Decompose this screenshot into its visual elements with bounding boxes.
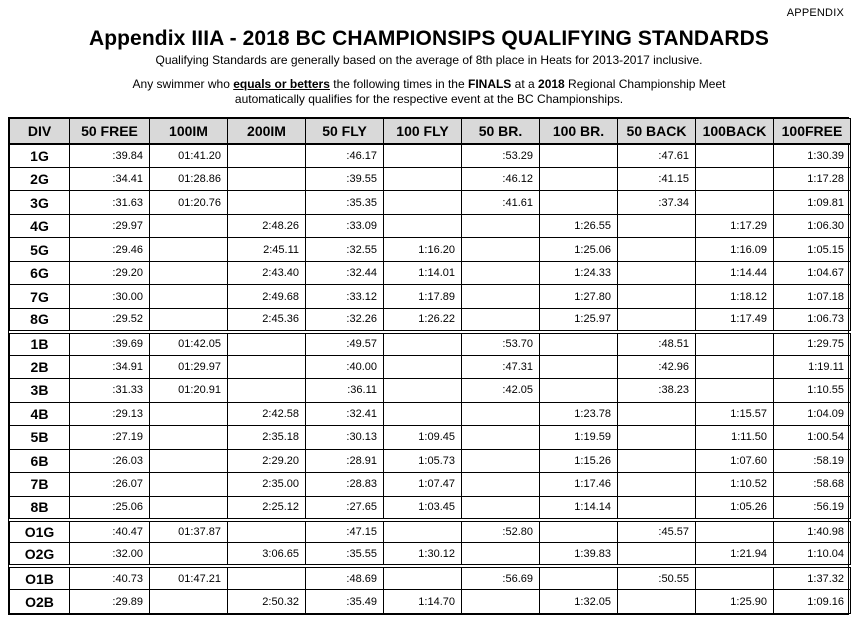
time-cell	[150, 496, 228, 519]
time-cell: 2:50.32	[228, 590, 306, 614]
time-cell	[696, 520, 774, 543]
column-header: 100 BR.	[540, 119, 618, 145]
time-cell: 1:09.81	[774, 191, 851, 214]
note-year: 2018	[538, 77, 565, 91]
time-cell: :46.12	[462, 167, 540, 190]
time-cell: :58.19	[774, 449, 851, 472]
note-finals: FINALS	[467, 77, 512, 91]
time-cell: :30.13	[306, 426, 384, 449]
time-cell: 01:20.76	[150, 191, 228, 214]
table-row	[10, 285, 851, 308]
table-row	[10, 473, 851, 496]
time-cell	[462, 426, 540, 449]
time-cell: :56.19	[774, 496, 851, 519]
time-cell: 1:16.20	[384, 238, 462, 261]
time-cell	[618, 543, 696, 566]
column-header: 50 FREE	[70, 119, 150, 145]
table-row	[10, 496, 851, 519]
time-cell: 1:25.90	[696, 590, 774, 614]
time-cell: :48.51	[618, 332, 696, 355]
time-cell	[696, 144, 774, 167]
table-header	[10, 119, 851, 145]
time-cell: 1:18.12	[696, 285, 774, 308]
column-header: DIV	[10, 119, 70, 145]
table-row	[10, 426, 851, 449]
division-cell: 2G	[10, 167, 70, 190]
time-cell: 1:40.98	[774, 520, 851, 543]
time-cell: :29.89	[70, 590, 150, 614]
time-cell: 1:32.05	[540, 590, 618, 614]
division-cell: 6G	[10, 261, 70, 284]
time-cell: :29.97	[70, 214, 150, 237]
time-cell: :32.41	[306, 402, 384, 425]
time-cell	[150, 449, 228, 472]
time-cell: 1:39.83	[540, 543, 618, 566]
time-cell	[150, 285, 228, 308]
standards-table	[9, 118, 851, 614]
division-cell: 7B	[10, 473, 70, 496]
appendix-tag: APPENDIX	[786, 7, 844, 19]
division-cell: 6B	[10, 449, 70, 472]
time-cell: 1:23.78	[540, 402, 618, 425]
time-cell	[228, 167, 306, 190]
table-row	[10, 355, 851, 378]
time-cell: 1:16.09	[696, 238, 774, 261]
time-cell: :48.69	[306, 566, 384, 589]
time-cell: :28.91	[306, 449, 384, 472]
time-cell: :49.57	[306, 332, 384, 355]
time-cell	[462, 261, 540, 284]
time-cell	[462, 590, 540, 614]
time-cell: :27.65	[306, 496, 384, 519]
time-cell	[618, 308, 696, 331]
page-subtitle: Qualifying Standards are generally based on the average of 8th place in Heats for 2013-2017 inclusive.	[155, 53, 703, 67]
time-cell: 1:30.39	[774, 144, 851, 167]
note-line-1	[0, 77, 858, 92]
division-cell: 2B	[10, 355, 70, 378]
time-cell: 1:14.70	[384, 590, 462, 614]
time-cell: 1:07.60	[696, 449, 774, 472]
time-cell: 2:42.58	[228, 402, 306, 425]
division-cell: 4B	[10, 402, 70, 425]
division-cell: 5G	[10, 238, 70, 261]
time-cell	[228, 520, 306, 543]
time-cell	[618, 261, 696, 284]
time-cell: 1:07.18	[774, 285, 851, 308]
time-cell	[150, 238, 228, 261]
time-cell: :29.52	[70, 308, 150, 331]
table-row	[10, 191, 851, 214]
division-cell: O2B	[10, 590, 70, 614]
time-cell	[618, 402, 696, 425]
time-cell: 01:37.87	[150, 520, 228, 543]
division-cell: 5B	[10, 426, 70, 449]
table-row	[10, 566, 851, 589]
time-cell	[384, 214, 462, 237]
time-cell: :45.57	[618, 520, 696, 543]
time-cell: 1:17.29	[696, 214, 774, 237]
time-cell	[150, 308, 228, 331]
table-row	[10, 590, 851, 614]
time-cell	[384, 379, 462, 402]
table-row	[10, 543, 851, 566]
table-row	[10, 144, 851, 167]
time-cell	[150, 402, 228, 425]
time-cell: :35.49	[306, 590, 384, 614]
time-cell: :31.33	[70, 379, 150, 402]
time-cell: 01:41.20	[150, 144, 228, 167]
time-cell: :38.23	[618, 379, 696, 402]
time-cell	[540, 167, 618, 190]
time-cell	[384, 167, 462, 190]
time-cell: :42.05	[462, 379, 540, 402]
time-cell: 1:14.01	[384, 261, 462, 284]
time-cell	[384, 566, 462, 589]
note-text-4: Regional Championship Meet	[564, 77, 726, 91]
time-cell: 2:43.40	[228, 261, 306, 284]
time-cell: :47.31	[462, 355, 540, 378]
division-cell: O1G	[10, 520, 70, 543]
time-cell: 1:00.54	[774, 426, 851, 449]
time-cell	[384, 144, 462, 167]
note-line-2: automatically qualifies for the respective event at the BC Championships.	[234, 92, 624, 106]
time-cell: :40.73	[70, 566, 150, 589]
time-cell: :32.44	[306, 261, 384, 284]
time-cell: :32.55	[306, 238, 384, 261]
table-row	[10, 379, 851, 402]
time-cell	[462, 214, 540, 237]
time-cell: :40.00	[306, 355, 384, 378]
time-cell: :34.41	[70, 167, 150, 190]
time-cell	[384, 191, 462, 214]
time-cell: 1:11.50	[696, 426, 774, 449]
time-cell: 1:17.28	[774, 167, 851, 190]
time-cell: :34.91	[70, 355, 150, 378]
time-cell	[228, 144, 306, 167]
division-cell: 1B	[10, 332, 70, 355]
time-cell: 01:28.86	[150, 167, 228, 190]
time-cell: :50.55	[618, 566, 696, 589]
time-cell	[540, 332, 618, 355]
table-row	[10, 261, 851, 284]
time-cell: :56.69	[462, 566, 540, 589]
time-cell: :36.11	[306, 379, 384, 402]
time-cell	[618, 214, 696, 237]
time-cell: :33.12	[306, 285, 384, 308]
time-cell: 1:05.15	[774, 238, 851, 261]
time-cell	[228, 191, 306, 214]
division-cell: 8B	[10, 496, 70, 519]
time-cell: :37.34	[618, 191, 696, 214]
time-cell: 1:29.75	[774, 332, 851, 355]
time-cell: :33.09	[306, 214, 384, 237]
time-cell	[150, 214, 228, 237]
time-cell: 1:15.26	[540, 449, 618, 472]
division-cell: 8G	[10, 308, 70, 331]
time-cell: 2:35.18	[228, 426, 306, 449]
time-cell: 1:03.45	[384, 496, 462, 519]
time-cell: 1:04.09	[774, 402, 851, 425]
time-cell	[150, 261, 228, 284]
time-cell: 1:30.12	[384, 543, 462, 566]
time-cell	[540, 355, 618, 378]
time-cell: 1:26.22	[384, 308, 462, 331]
time-cell	[540, 379, 618, 402]
note-text-2: the following times in the	[329, 77, 468, 91]
time-cell	[384, 355, 462, 378]
column-header: 100BACK	[696, 119, 774, 145]
header-row	[10, 119, 851, 145]
division-cell: 3G	[10, 191, 70, 214]
table-body	[10, 144, 851, 614]
time-cell: :46.17	[306, 144, 384, 167]
time-cell	[618, 238, 696, 261]
time-cell	[384, 402, 462, 425]
time-cell: :28.83	[306, 473, 384, 496]
time-cell: :29.20	[70, 261, 150, 284]
time-cell	[618, 426, 696, 449]
table-row	[10, 238, 851, 261]
time-cell: 1:37.32	[774, 566, 851, 589]
time-cell	[462, 496, 540, 519]
time-cell	[618, 496, 696, 519]
time-cell: 1:27.80	[540, 285, 618, 308]
time-cell: 1:26.55	[540, 214, 618, 237]
time-cell	[696, 191, 774, 214]
time-cell: :39.55	[306, 167, 384, 190]
time-cell: :39.84	[70, 144, 150, 167]
time-cell: :58.68	[774, 473, 851, 496]
page-title: Appendix IIIA - 2018 BC CHAMPIONSIPS QUALIFYING STANDARDS	[88, 27, 770, 50]
column-header: 50 FLY	[306, 119, 384, 145]
time-cell: :53.70	[462, 332, 540, 355]
time-cell: 1:14.44	[696, 261, 774, 284]
time-cell	[696, 566, 774, 589]
time-cell: 1:07.47	[384, 473, 462, 496]
time-cell: :31.63	[70, 191, 150, 214]
time-cell: 1:17.49	[696, 308, 774, 331]
time-cell	[462, 449, 540, 472]
time-cell: 1:06.30	[774, 214, 851, 237]
time-cell: 1:05.73	[384, 449, 462, 472]
time-cell	[150, 473, 228, 496]
time-cell: :26.07	[70, 473, 150, 496]
time-cell	[228, 355, 306, 378]
time-cell: :42.96	[618, 355, 696, 378]
time-cell	[540, 191, 618, 214]
table-row	[10, 332, 851, 355]
time-cell	[150, 590, 228, 614]
time-cell	[540, 144, 618, 167]
time-cell: 2:48.26	[228, 214, 306, 237]
time-cell	[618, 285, 696, 308]
table-row	[10, 520, 851, 543]
time-cell: 1:17.46	[540, 473, 618, 496]
column-header: 200IM	[228, 119, 306, 145]
table-row	[10, 402, 851, 425]
column-header: 100FREE	[774, 119, 851, 145]
time-cell: 1:25.06	[540, 238, 618, 261]
time-cell	[150, 426, 228, 449]
time-cell: 1:06.73	[774, 308, 851, 331]
time-cell: :47.61	[618, 144, 696, 167]
time-cell	[228, 379, 306, 402]
time-cell	[540, 520, 618, 543]
time-cell: 2:49.68	[228, 285, 306, 308]
time-cell: 1:05.26	[696, 496, 774, 519]
note-text-3: at a	[511, 77, 539, 91]
time-cell: 1:25.97	[540, 308, 618, 331]
time-cell: :35.55	[306, 543, 384, 566]
time-cell: :29.13	[70, 402, 150, 425]
time-cell: 2:25.12	[228, 496, 306, 519]
note-text-1: Any swimmer who	[132, 77, 234, 91]
table-row	[10, 308, 851, 331]
time-cell: 1:24.33	[540, 261, 618, 284]
time-cell	[150, 543, 228, 566]
time-cell: 1:19.11	[774, 355, 851, 378]
time-cell: :25.06	[70, 496, 150, 519]
time-cell: 01:29.97	[150, 355, 228, 378]
column-header: 50 BR.	[462, 119, 540, 145]
time-cell: 01:42.05	[150, 332, 228, 355]
time-cell: 1:14.14	[540, 496, 618, 519]
time-cell: :27.19	[70, 426, 150, 449]
time-cell: 1:15.57	[696, 402, 774, 425]
time-cell: 01:20.91	[150, 379, 228, 402]
time-cell: :47.15	[306, 520, 384, 543]
qualification-note	[0, 77, 858, 107]
time-cell: :52.80	[462, 520, 540, 543]
time-cell: :35.35	[306, 191, 384, 214]
column-header: 100 FLY	[384, 119, 462, 145]
time-cell: :32.00	[70, 543, 150, 566]
time-cell: 1:10.52	[696, 473, 774, 496]
time-cell	[228, 332, 306, 355]
time-cell	[462, 473, 540, 496]
time-cell: :29.46	[70, 238, 150, 261]
division-cell: O1B	[10, 566, 70, 589]
time-cell	[384, 520, 462, 543]
time-cell	[228, 566, 306, 589]
table-row	[10, 214, 851, 237]
time-cell: 1:09.16	[774, 590, 851, 614]
time-cell: 1:19.59	[540, 426, 618, 449]
note-emphasis: equals or betters	[233, 77, 330, 91]
time-cell	[384, 332, 462, 355]
time-cell: 1:04.67	[774, 261, 851, 284]
time-cell	[696, 355, 774, 378]
time-cell: 1:10.04	[774, 543, 851, 566]
time-cell	[696, 332, 774, 355]
time-cell	[540, 566, 618, 589]
time-cell: :39.69	[70, 332, 150, 355]
time-cell: 2:35.00	[228, 473, 306, 496]
column-header: 50 BACK	[618, 119, 696, 145]
time-cell: 2:45.11	[228, 238, 306, 261]
time-cell	[462, 402, 540, 425]
table-row	[10, 449, 851, 472]
division-cell: 3B	[10, 379, 70, 402]
time-cell	[462, 308, 540, 331]
time-cell	[618, 590, 696, 614]
division-cell: 1G	[10, 144, 70, 167]
time-cell: :40.47	[70, 520, 150, 543]
time-cell: 3:06.65	[228, 543, 306, 566]
time-cell	[618, 473, 696, 496]
time-cell: :26.03	[70, 449, 150, 472]
time-cell: :41.15	[618, 167, 696, 190]
division-cell: 4G	[10, 214, 70, 237]
time-cell	[618, 449, 696, 472]
time-cell: 2:45.36	[228, 308, 306, 331]
time-cell: 1:09.45	[384, 426, 462, 449]
time-cell: 1:21.94	[696, 543, 774, 566]
time-cell	[696, 167, 774, 190]
time-cell: 1:10.55	[774, 379, 851, 402]
time-cell: 1:17.89	[384, 285, 462, 308]
time-cell: 01:47.21	[150, 566, 228, 589]
time-cell: :32.26	[306, 308, 384, 331]
division-cell: O2G	[10, 543, 70, 566]
table-row	[10, 167, 851, 190]
time-cell: :30.00	[70, 285, 150, 308]
time-cell: 2:29.20	[228, 449, 306, 472]
column-header: 100IM	[150, 119, 228, 145]
time-cell	[462, 285, 540, 308]
time-cell	[696, 379, 774, 402]
division-cell: 7G	[10, 285, 70, 308]
time-cell	[462, 238, 540, 261]
standards-table-wrapper	[8, 117, 849, 615]
time-cell	[462, 543, 540, 566]
time-cell: :41.61	[462, 191, 540, 214]
time-cell: :53.29	[462, 144, 540, 167]
